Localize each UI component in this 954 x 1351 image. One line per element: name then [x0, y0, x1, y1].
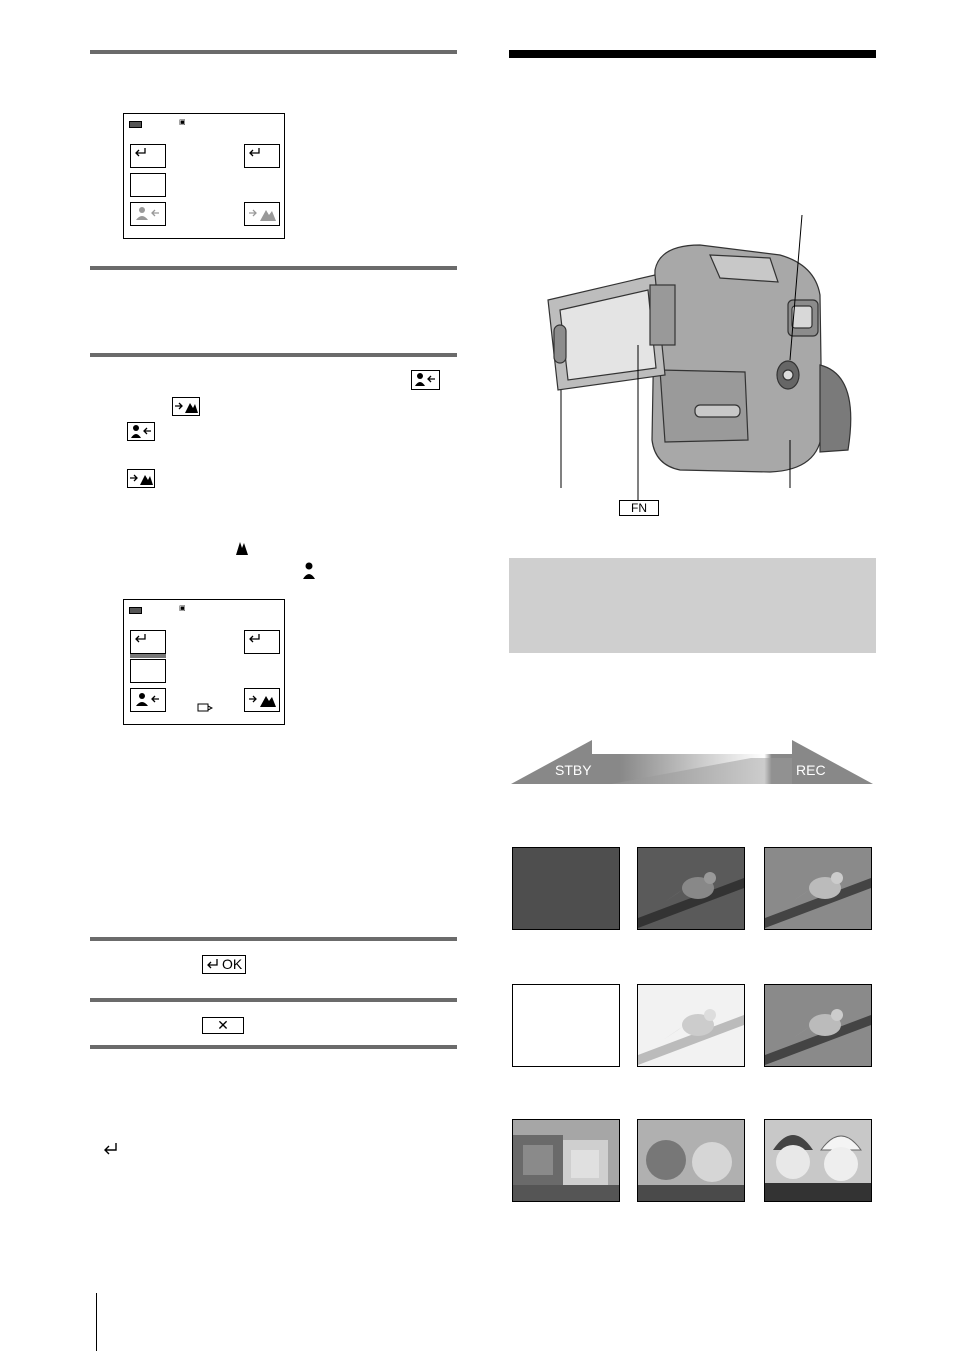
mountain-overlap-icon — [127, 469, 155, 488]
overlap-mountain-button[interactable] — [244, 202, 280, 226]
return-button-right[interactable] — [244, 630, 280, 654]
ok-button[interactable] — [202, 955, 246, 974]
tape-icon: ▣ — [179, 605, 186, 612]
person-icon — [302, 562, 316, 580]
person-icon — [133, 205, 163, 223]
overlap-person-button[interactable] — [130, 688, 166, 712]
person-overlap-icon — [411, 370, 440, 390]
ok-label: OK — [222, 956, 243, 972]
fn-label-box: FN — [619, 500, 659, 516]
step-rule-3 — [90, 353, 457, 357]
mountain-icon — [247, 205, 277, 223]
gray-info-band — [509, 558, 876, 653]
step-rule-4 — [90, 937, 457, 941]
bird-dark-thumb — [637, 847, 745, 930]
battery-icon — [129, 121, 142, 128]
person-overlap-icon — [127, 422, 155, 441]
person-icon — [133, 691, 163, 709]
return-icon — [101, 1142, 119, 1156]
cancel-button[interactable] — [202, 1017, 244, 1034]
children-photo-thumb — [764, 1119, 872, 1202]
children-mosaic-fine-thumb — [637, 1119, 745, 1202]
tape-icon: ▣ — [179, 119, 186, 126]
return-icon — [247, 147, 261, 157]
fade-white-thumb — [512, 984, 620, 1067]
return-icon — [133, 633, 147, 643]
return-icon — [205, 958, 219, 970]
bird-normal-thumb — [764, 984, 872, 1067]
lcd-screen-2 — [123, 599, 285, 725]
mountain-overlap-icon — [172, 397, 200, 416]
bird-light-thumb — [637, 984, 745, 1067]
step-rule-2 — [90, 266, 457, 270]
step-rule-6 — [90, 1045, 457, 1049]
step-rule-1 — [90, 50, 457, 54]
overlap-mountain-button[interactable] — [244, 688, 280, 712]
return-button-right[interactable] — [244, 144, 280, 168]
camcorder-illustration — [530, 200, 860, 520]
selection-bar — [130, 654, 166, 658]
mountain-icon — [235, 540, 249, 556]
return-button-left[interactable] — [130, 144, 166, 168]
rec-label: REC — [796, 762, 826, 778]
overlap-person-button[interactable] — [130, 202, 166, 226]
return-icon — [247, 633, 261, 643]
bird-normal-thumb — [764, 847, 872, 930]
battery-icon — [129, 607, 142, 614]
stby-label: STBY — [555, 762, 592, 778]
lcd-screen-1 — [123, 113, 285, 239]
return-icon — [133, 147, 147, 157]
header-bar — [509, 50, 876, 58]
step-rule-5 — [90, 998, 457, 1002]
mountain-icon — [247, 691, 277, 709]
fade-black-thumb — [512, 847, 620, 930]
fn-icon — [197, 703, 213, 713]
margin-line — [96, 1293, 97, 1351]
children-mosaic-coarse-thumb — [512, 1119, 620, 1202]
return-button-left[interactable] — [130, 630, 166, 654]
close-icon: ✕ — [217, 1017, 229, 1033]
fader-option-box[interactable] — [130, 173, 166, 197]
fader-option-box[interactable] — [130, 659, 166, 683]
